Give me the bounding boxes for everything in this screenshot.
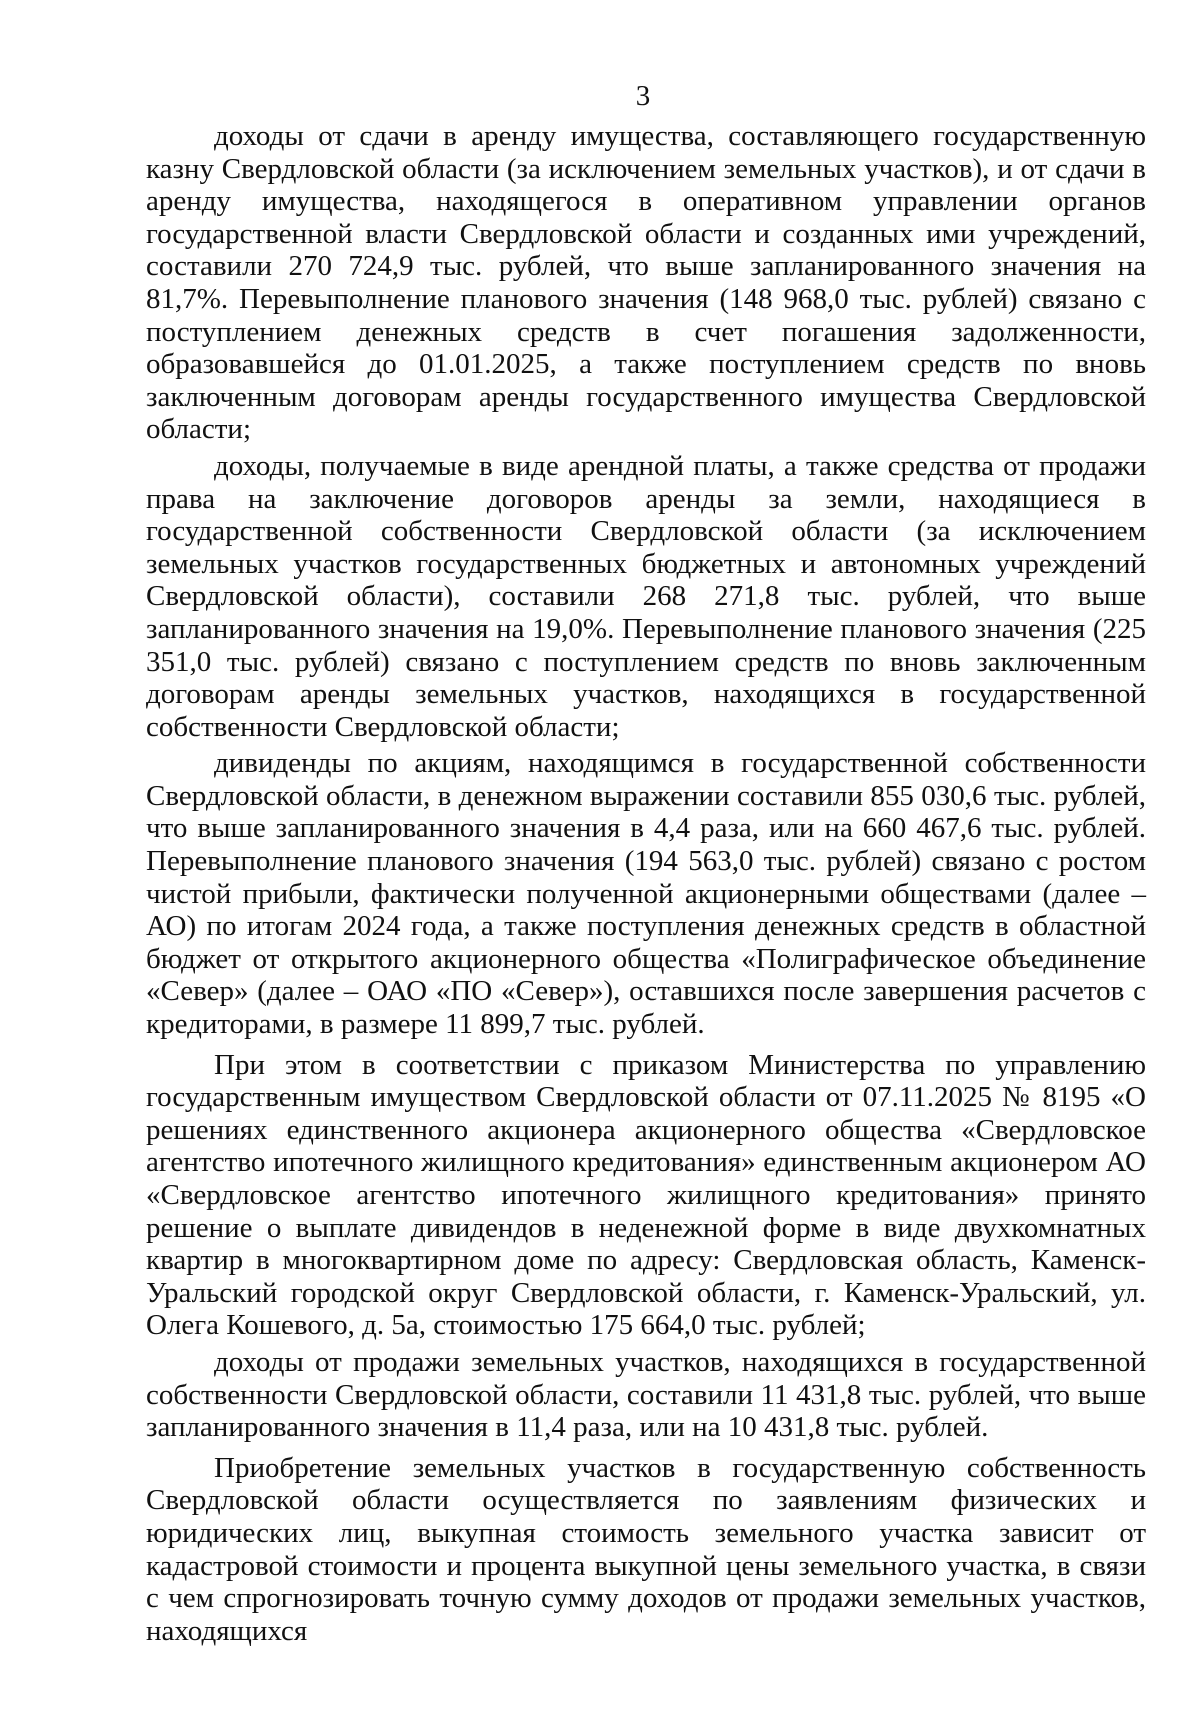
paragraph-land-acquisition: Приобретение земельных участков в государственную собственность Свердловской области осуществляется по заявлениям физических и юридических лиц, выкупная стоимость земельного участка зависит от кадастровой стоимости и процента выкупной цены земельного участка, в связи с чем спрогнозировать точную сумму доходов от продажи земельных участков, находящихся bbox=[146, 1451, 1146, 1647]
paragraph-land-sale-income: доходы от продажи земельных участков, находящихся в государственной собственности Свердловской области, составили 11 431,8 тыс. рублей, что выше запланированного значения в 11,4 раза, или на 10 431,8 тыс. рублей. bbox=[146, 1345, 1146, 1444]
page-number: 3 bbox=[635, 80, 651, 112]
document-body bbox=[146, 120, 1146, 1647]
paragraph-property-rent-income: доходы от сдачи в аренду имущества, составляющего государственную казну Свердловской области (за исключением земельных участков), и от сдачи в аренду имущества, находящегося в оперативном управлении органов государственной власти Свердловской области и созданных ими учреждений, составили 270 724,9 тыс. рублей, что выше запланированного значения на 81,7%. Перевыполнение планового значения (148 968,0 тыс. рублей) связано с поступлением денежных средств в счет погашения задолженности, образовавшейся до 01.01.2025, а также поступлением средств по вновь заключенным договорам аренды государственного имущества Свердловской области; bbox=[146, 120, 1146, 446]
paragraph-dividends: дивиденды по акциям, находящимся в государственной собственности Свердловской области, в денежном выражении составили 855 030,6 тыс. рублей, что выше запланированного значения в 4,4 раза, или на 660 467,6 тыс. рублей. Перевыполнение планового значения (194 563,0 тыс. рублей) связано с ростом чистой прибыли, фактически полученной акционерными обществами (далее – АО) по итогам 2024 года, а также поступления денежных средств в областной бюджет от открытого акционерного общества «Полиграфическое объединение «Север» (далее – ОАО «ПО «Север»), оставшихся после завершения расчетов с кредиторами, в размере 11 899,7 тыс. рублей. bbox=[146, 747, 1146, 1041]
paragraph-non-cash-dividends: При этом в соответствии с приказом Министерства по управлению государственным имуществом Свердловской области от 07.11.2025 № 8195 «О решениях единственного акционера акционерного общества «Свердловское агентство ипотечного жилищного кредитования» единственным акционером АО «Свердловское агентство ипотечного жилищного кредитования» принято решение о выплате дивидендов в неденежной форме в виде двухкомнатных квартир в многоквартирном доме по адресу: Свердловская область, Каменск-Уральский городской округ Свердловской области, г. Каменск-Уральский, ул. Олега Кошевого, д. 5а, стоимостью 175 664,0 тыс. рублей; bbox=[146, 1048, 1146, 1342]
paragraph-land-rent-income: доходы, получаемые в виде арендной платы, а также средства от продажи права на заключение договоров аренды за земли, находящиеся в государственной собственности Свердловской области (за исключением земельных участков государственных бюджетных и автономных учреждений Свердловской области), составили 268 271,8 тыс. рублей, что выше запланированного значения на 19,0%. Перевыполнение планового значения (225 351,0 тыс. рублей) связано с поступлением средств по вновь заключенным договорам аренды земельных участков, находящихся в государственной собственности Свердловской области; bbox=[146, 449, 1146, 743]
